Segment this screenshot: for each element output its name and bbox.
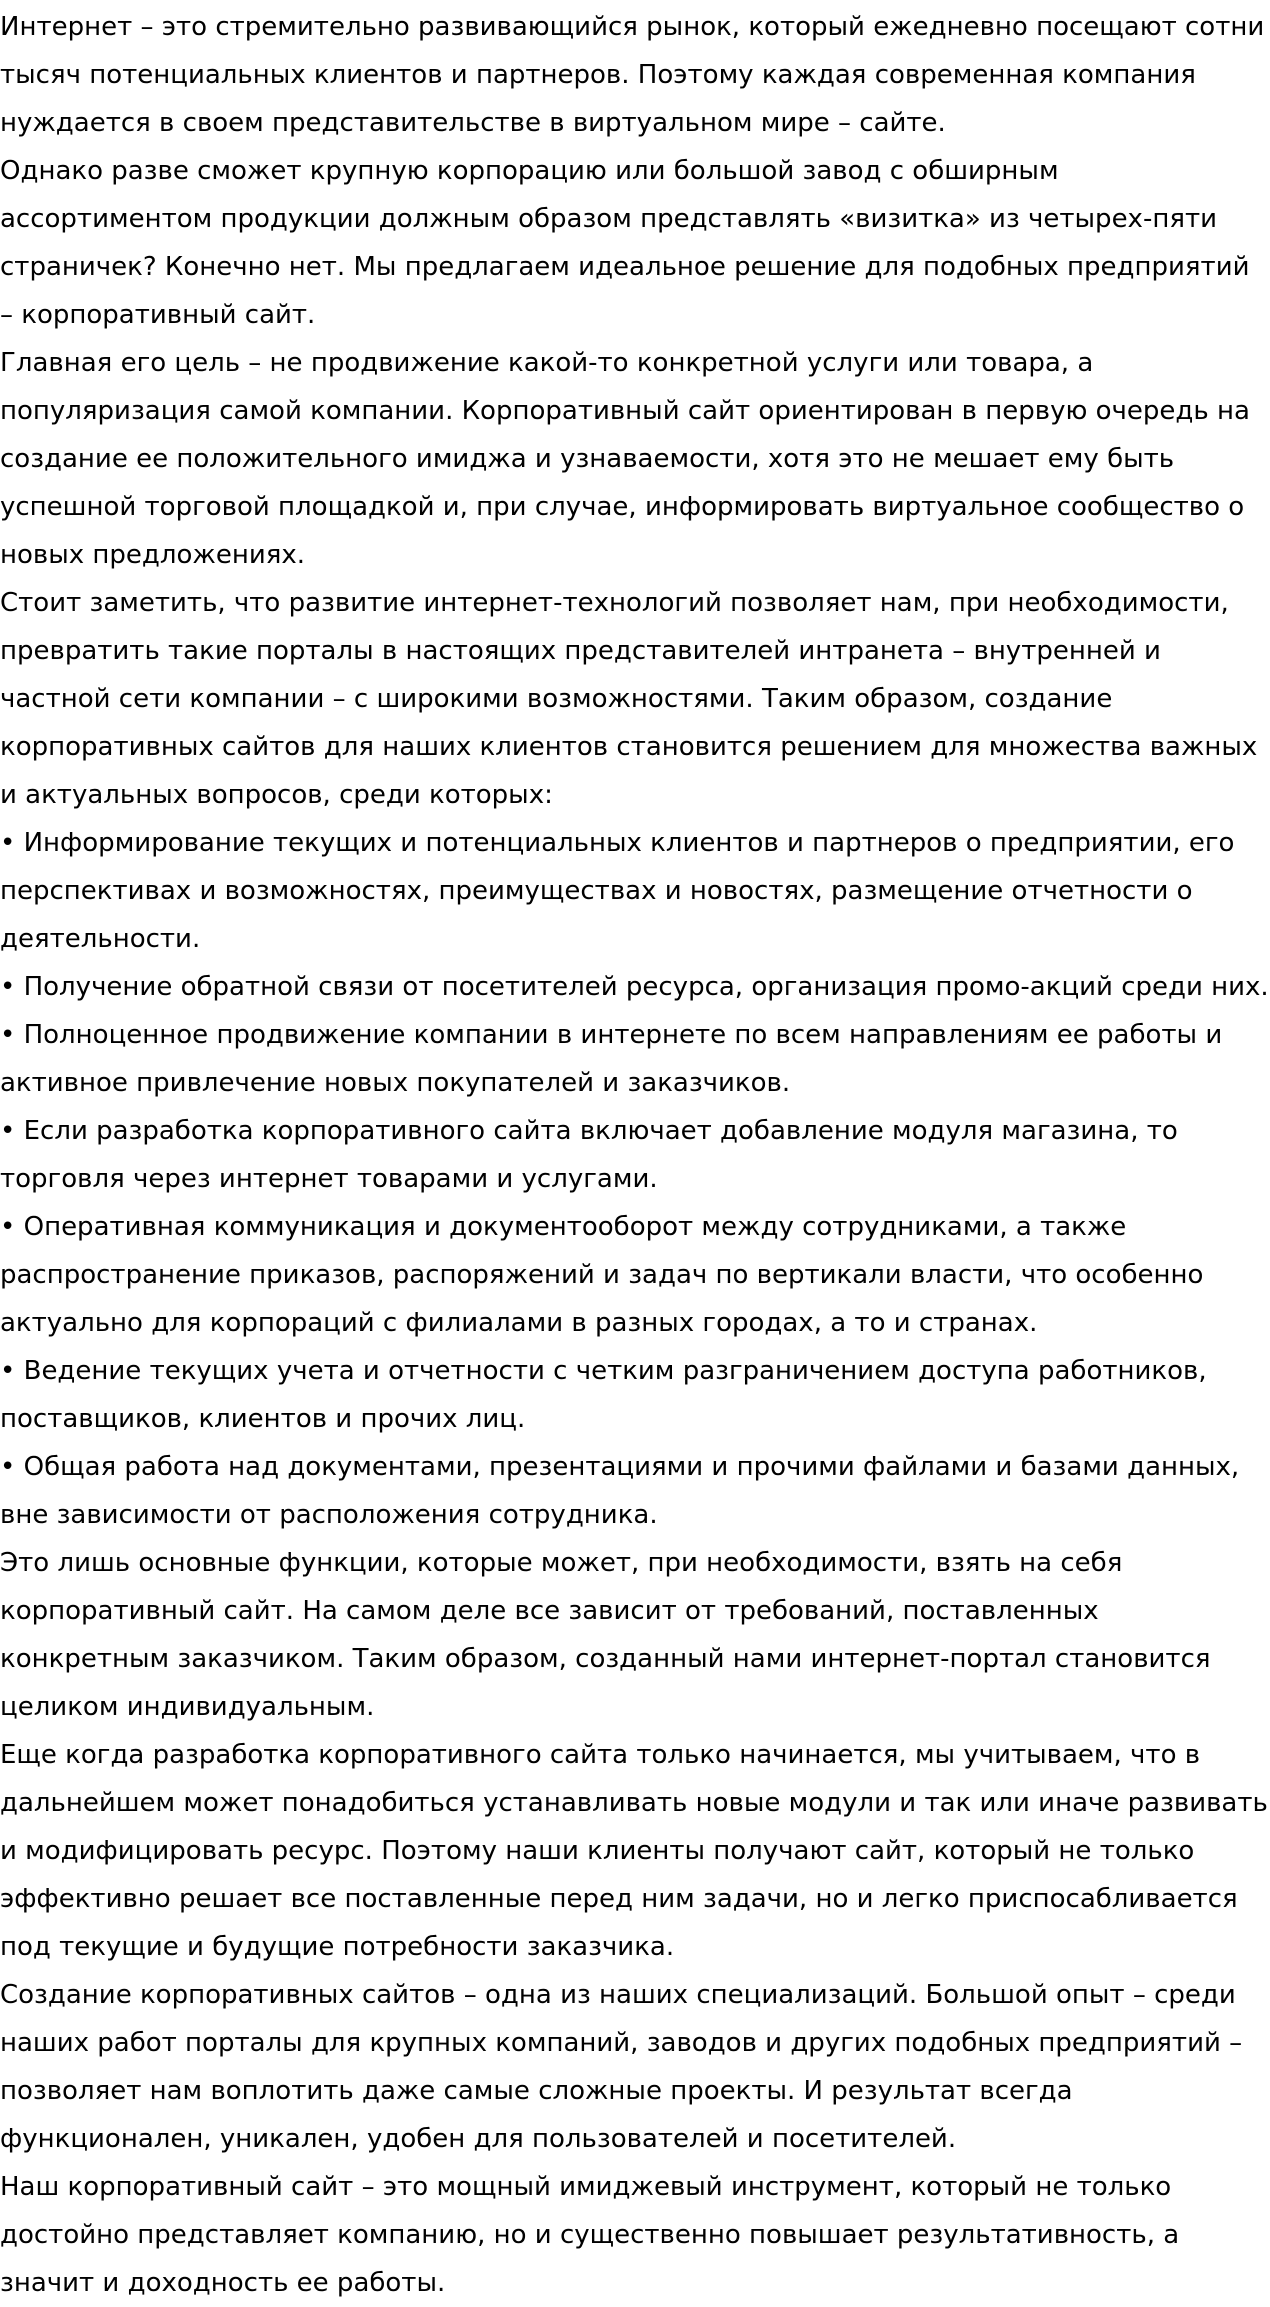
paragraph-intranet: Стоит заметить, что развитие интернет-технологий позволяет нам, при необходимости, превратить такие порталы в настоящих представителей интранета – внутренней и частной сети компании – с широкими возможностями. Таким образом, создание корпоративных сайтов для наших клиентов становится решением для множества важных и актуальных вопросов, среди которых: [0, 588, 1258, 810]
list-item: • Полноценное продвижение компании в интернете по всем направлениям ее работы и активное привлечение новых покупателей и заказчиков. [0, 1020, 1223, 1098]
paragraph-intro: Интернет – это стремительно развивающийся рынок, который ежедневно посещают сотни тысяч потенциальных клиентов и партнеров. Поэтому каждая современная компания нуждается в своем представительстве в виртуальном мире – сайте. [0, 12, 1265, 138]
list-item: • Если разработка корпоративного сайта включает добавление модуля магазина, то торговля через интернет товарами и услугами. [0, 1116, 1178, 1194]
paragraph-conclusion: Наш корпоративный сайт – это мощный имиджевый инструмент, который не только достойно представляет компанию, но и существенно повышает результативность, а значит и доходность ее работы. [0, 2172, 1180, 2298]
paragraph-development: Еще когда разработка корпоративного сайта только начинается, мы учитываем, что в дальнейшем может понадобиться устанавливать новые модули и так или иначе развивать и модифицировать ресурс. Поэтому наши клиенты получают сайт, который не только эффективно решает все поставленные перед ним задачи, но и легко приспосабливается под текущие и будущие потребности заказчика. [0, 1740, 1268, 1962]
paragraph-corporate-site-offer: Однако разве сможет крупную корпорацию или большой завод с обширным ассортиментом продукции должным образом представлять «визитка» из четырех-пяти страничек? Конечно нет. Мы предлагаем идеальное решение для подобных предприятий – корпоративный сайт. [0, 156, 1250, 330]
paragraph-main-functions: Это лишь основные функции, которые может, при необходимости, взять на себя корпоративный сайт. На самом деле все зависит от требований, поставленных конкретным заказчиком. Таким образом, созданный нами интернет-портал становится целиком индивидуальным. [0, 1548, 1211, 1722]
list-item: • Оперативная коммуникация и документооборот между сотрудниками, а также распространение приказов, распоряжений и задач по вертикали власти, что особенно актуально для корпораций с филиалами в разных городах, а то и странах. [0, 1212, 1204, 1338]
paragraph-main-goal: Главная его цель – не продвижение какой-то конкретной услуги или товара, а популяризация самой компании. Корпоративный сайт ориентирован в первую очередь на создание ее положительного имиджа и узнаваемости, хотя это не мешает ему быть успешной торговой площадкой и, при случае, информировать виртуальное сообщество о новых предложениях. [0, 348, 1250, 570]
paragraph-specialization: Создание корпоративных сайтов – одна из наших специализаций. Большой опыт – среди наших работ порталы для крупных компаний, заводов и других подобных предприятий – позволяет нам воплотить даже самые сложные проекты. И результат всегда функционален, уникален, удобен для пользователей и посетителей. [0, 1980, 1243, 2154]
list-item: • Общая работа над документами, презентациями и прочими файлами и базами данных, вне зависимости от расположения сотрудника. [0, 1452, 1240, 1530]
list-item: • Получение обратной связи от посетителей ресурса, организация промо-акций среди них. [0, 972, 1269, 1002]
list-item: • Информирование текущих и потенциальных клиентов и партнеров о предприятии, его перспективах и возможностях, преимуществах и новостях, размещение отчетности о деятельности. [0, 828, 1235, 954]
list-item: • Ведение текущих учета и отчетности с четким разграничением доступа работников, поставщиков, клиентов и прочих лиц. [0, 1356, 1207, 1434]
